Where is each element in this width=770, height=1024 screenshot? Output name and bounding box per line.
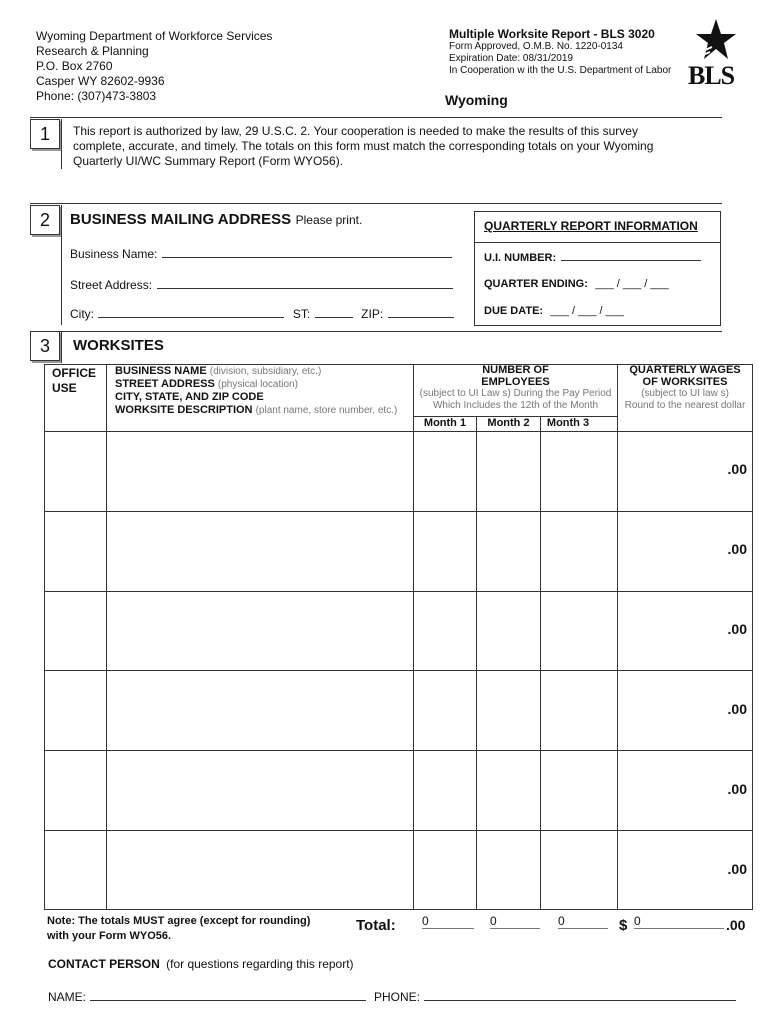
authorization-line: This report is authorized by law, 29 U.S.C. 2. Your cooperation is needed to make the results of this survey: [73, 124, 638, 138]
section-1-bar: [61, 119, 62, 169]
contact-note: (for questions regarding this report): [166, 957, 354, 971]
quarter-ending-input[interactable]: ___ / ___ / ___: [595, 278, 669, 290]
city-state-zip-heading: CITY, STATE, AND ZIP CODE: [115, 391, 264, 403]
quarterly-report-title: QUARTERLY REPORT INFORMATION: [484, 219, 698, 233]
month-1-header: Month 1: [423, 417, 467, 429]
office-use-header: [52, 366, 96, 396]
quarterly-report-box: [474, 211, 721, 326]
total-label: Total:: [356, 917, 396, 934]
totals-note: [47, 914, 347, 944]
total-currency: $: [619, 917, 628, 934]
st-label: ST:: [292, 307, 311, 321]
agency-line: Research & Planning: [36, 44, 149, 58]
star-icon: [694, 17, 738, 63]
city-label: City:: [70, 307, 94, 321]
row-4-wage[interactable]: .00: [727, 701, 747, 717]
due-date-field[interactable]: [484, 301, 624, 319]
worksite-description-heading-note: (plant name, store number, etc.): [255, 405, 398, 416]
row-6-wage[interactable]: .00: [727, 861, 747, 877]
worksites-table: [44, 364, 753, 909]
state-input[interactable]: [315, 306, 353, 318]
row-2-wage[interactable]: .00: [727, 541, 747, 557]
authorization-line: Quarterly UI/WC Summary Report (Form WYO56).: [73, 154, 344, 168]
street-address-input[interactable]: [157, 277, 453, 289]
month-3-header: Month 3: [546, 417, 590, 429]
office-use-line: OFFICE: [52, 366, 96, 380]
section-2-bar: [61, 205, 62, 325]
section-3-divider: [30, 331, 722, 332]
wages-heading-line: OF WORKSITES: [642, 376, 728, 388]
contact-name-field[interactable]: [48, 988, 366, 1006]
zip-label: ZIP:: [361, 307, 384, 321]
section-number-2: 2: [30, 205, 60, 235]
total-month-3[interactable]: 0: [558, 914, 608, 929]
agency-address: [36, 29, 272, 104]
business-column-header: [115, 365, 411, 417]
row-1-wage[interactable]: .00: [727, 461, 747, 477]
business-name-label: Business Name:: [70, 247, 158, 261]
header-divider: [30, 117, 722, 118]
mailing-address-heading: BUSINESS MAILING ADDRESS: [70, 211, 292, 228]
contact-phone-field[interactable]: [374, 988, 736, 1006]
report-meta-line: Form Approved, O.M.B. No. 1220-0134: [449, 41, 623, 52]
agency-line: Wyoming Department of Workforce Services: [36, 29, 273, 43]
employees-sub-line: (subject to UI Law s) During the Pay Period: [419, 388, 612, 399]
ui-number-label: U.I. NUMBER:: [484, 252, 557, 264]
worksite-description-heading: WORKSITE DESCRIPTION: [115, 404, 253, 416]
wages-sub-line: (subject to UI law s): [641, 388, 729, 399]
employees-sub-line: Which Includes the 12th of the Month: [432, 400, 599, 411]
row-3-wage[interactable]: .00: [727, 621, 747, 637]
business-name-heading: BUSINESS NAME: [115, 365, 207, 377]
report-meta-line: In Cooperation w ith the U.S. Department of Labor: [449, 65, 672, 76]
bls-logo-text: BLS: [688, 61, 735, 90]
contact-title: CONTACT PERSON: [48, 957, 160, 971]
worksites-title: WORKSITES: [73, 337, 164, 354]
business-name-input[interactable]: [162, 246, 452, 258]
contact-name-input[interactable]: [90, 989, 366, 1001]
report-meta-line: Expiration Date: 08/31/2019: [449, 53, 573, 64]
city-input[interactable]: [98, 306, 284, 318]
agency-line: Casper WY 82602-9936: [36, 74, 165, 88]
wages-heading-line: QUARTERLY WAGES: [629, 364, 741, 376]
row-5-wage[interactable]: .00: [727, 781, 747, 797]
employees-column-header: [414, 364, 617, 412]
street-address-label: Street Address:: [70, 278, 153, 292]
authorization-text: [73, 124, 653, 169]
section-3-bar: [61, 331, 62, 363]
mailing-address-note: Please print.: [295, 213, 363, 227]
business-name-field[interactable]: [70, 245, 452, 263]
state-name: Wyoming: [445, 92, 508, 108]
totals-note-line: Note: The totals MUST agree (except for rounding): [47, 915, 311, 927]
contact-name-label: NAME:: [48, 990, 87, 1004]
authorization-line: complete, accurate, and timely. The totals on this form must match the corresponding totals on your Wyoming: [73, 139, 654, 153]
street-address-heading: STREET ADDRESS: [115, 378, 215, 390]
city-state-zip-field: [70, 305, 454, 323]
employees-heading-line: EMPLOYEES: [481, 376, 550, 388]
total-wages[interactable]: 0: [634, 914, 724, 929]
quarter-ending-label: QUARTER ENDING:: [484, 278, 588, 290]
wages-sub-line: Round to the nearest dollar: [624, 400, 746, 411]
zip-input[interactable]: [388, 306, 454, 318]
wages-column-header: [618, 364, 752, 412]
bls-logo: [686, 17, 746, 92]
street-address-field[interactable]: [70, 276, 453, 294]
business-name-heading-note: (division, subsidiary, etc.): [209, 366, 322, 377]
due-date-input[interactable]: ___ / ___ / ___: [550, 305, 624, 317]
section-number-1: 1: [30, 119, 60, 149]
quarter-ending-field[interactable]: [484, 274, 669, 292]
agency-line: P.O. Box 2760: [36, 59, 113, 73]
report-title: Multiple Worksite Report - BLS 3020: [449, 27, 655, 41]
street-address-heading-note: (physical location): [217, 379, 298, 390]
agency-line: Phone: (307)473-3803: [36, 89, 157, 103]
section-2-divider: [30, 203, 722, 204]
due-date-label: DUE DATE:: [484, 305, 544, 317]
report-header: [449, 27, 689, 77]
total-month-1[interactable]: 0: [422, 914, 474, 929]
contact-phone-label: PHONE:: [374, 990, 421, 1004]
total-wages-suffix: .00: [726, 917, 746, 933]
section-number-3: 3: [30, 331, 60, 361]
ui-number-field[interactable]: [484, 248, 701, 266]
month-2-header: Month 2: [487, 417, 530, 429]
total-month-2[interactable]: 0: [490, 914, 540, 929]
contact-phone-input[interactable]: [424, 989, 736, 1001]
ui-number-input[interactable]: [561, 249, 701, 261]
office-use-line: USE: [52, 381, 77, 395]
mailing-address-title: [70, 211, 362, 229]
contact-heading: [48, 957, 354, 972]
employees-heading-line: NUMBER OF: [482, 364, 549, 376]
quarterly-title-divider: [475, 242, 720, 243]
totals-note-line: with your Form WYO56.: [47, 930, 172, 942]
